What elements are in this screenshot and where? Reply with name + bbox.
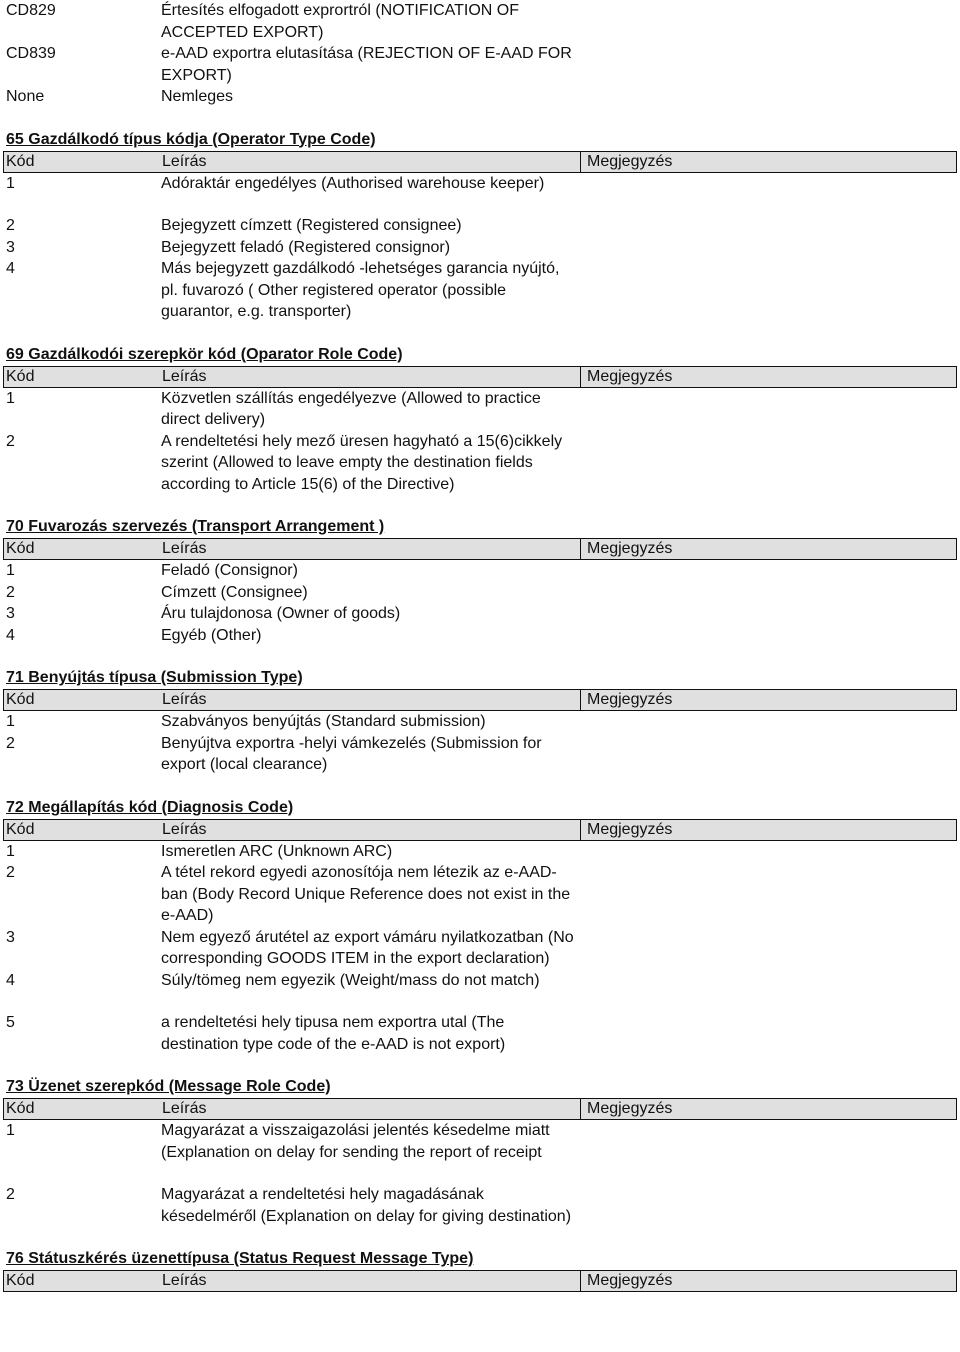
table-row — [0, 215, 960, 237]
table-row — [0, 1120, 960, 1163]
table-row — [0, 582, 960, 604]
section-title: 71 Benyújtás típusa (Submission Type) — [6, 669, 303, 686]
section-title: 72 Megállapítás kód (Diagnosis Code) — [6, 798, 294, 816]
description-cell: a rendeltetési hely tipusa nem exportra utal (The destination type code of the e-AAD is not export) — [161, 1014, 506, 1053]
code-cell: 3 — [6, 928, 15, 946]
table-row — [0, 841, 960, 863]
description-cell: Közvetlen szállítás engedélyezve (Allowed to practice direct delivery) — [161, 389, 541, 428]
section-title: 70 Fuvarozás szervezés (Transport Arrangement ) — [6, 518, 385, 535]
table-header — [3, 151, 957, 173]
header-code: Kód — [6, 820, 35, 838]
header-note: Megjegyzés — [587, 691, 673, 708]
header-note: Megjegyzés — [587, 152, 673, 170]
table-row — [0, 173, 960, 195]
header-description: Leírás — [156, 690, 581, 710]
table-row — [0, 1184, 960, 1227]
description-cell: Bejegyzett feladó (Registered consignor) — [161, 238, 451, 256]
header-code: Kód — [6, 691, 35, 708]
table-row — [0, 258, 960, 323]
code-cell: 3 — [6, 238, 15, 256]
header-code: Kód — [6, 540, 35, 557]
code-cell: 1 — [6, 842, 15, 860]
description-cell: Más bejegyzett gazdálkodó -lehetséges garancia nyújtó, pl. fuvarozó ( Other registered operator (possible guarantor, e.g. transporter) — [161, 260, 560, 320]
description-cell: Súly/tömeg nem egyezik (Weight/mass do not match) — [161, 971, 540, 989]
section-title: 76 Státuszkérés üzenettípusa (Status Request Message Type) — [6, 1250, 474, 1267]
header-note: Megjegyzés — [587, 540, 673, 557]
table-row — [0, 86, 960, 108]
description-cell: A rendeltetési hely mező üresen hagyható a 15(6)cikkely szerint (Allowed to leave empty the destination fields according to Article 15(6) of the Directive) — [161, 432, 563, 493]
code-cell: CD829 — [6, 2, 56, 19]
description-cell: Adóraktár engedélyes (Authorised warehouse keeper) — [161, 174, 545, 192]
table-row — [0, 927, 960, 970]
header-description: Leírás — [156, 1271, 581, 1291]
table-header — [3, 689, 957, 711]
header-code: Kód — [6, 367, 35, 385]
description-cell: Egyéb (Other) — [161, 626, 262, 644]
code-cell: 2 — [6, 583, 15, 601]
table-row — [0, 862, 960, 927]
table-header — [3, 819, 957, 841]
header-code: Kód — [6, 1272, 35, 1289]
header-note: Megjegyzés — [587, 820, 673, 838]
code-cell: 1 — [6, 1122, 15, 1139]
table-row — [0, 970, 960, 992]
table-row — [0, 431, 960, 496]
header-code: Kód — [6, 1100, 35, 1117]
code-cell: 2 — [6, 1186, 15, 1203]
code-cell: None — [6, 88, 45, 105]
header-note: Megjegyzés — [587, 367, 673, 385]
header-code: Kód — [6, 152, 35, 170]
description-cell: Címzett (Consignee) — [161, 583, 308, 601]
header-description: Leírás — [156, 1099, 581, 1119]
table-header — [3, 1270, 957, 1292]
code-cell: 1 — [6, 562, 15, 579]
code-cell: CD839 — [6, 45, 56, 62]
code-cell: 1 — [6, 174, 15, 192]
section-title: 69 Gazdálkodói szerepkör kód (Oparator Role Code) — [6, 345, 403, 363]
header-note: Megjegyzés — [587, 1100, 673, 1117]
code-cell: 3 — [6, 605, 15, 622]
table-row — [0, 733, 960, 776]
code-cell: 2 — [6, 432, 15, 450]
section-title: 65 Gazdálkodó típus kódja (Operator Type Code) — [6, 130, 376, 148]
table-row — [0, 711, 960, 733]
table-header — [3, 538, 957, 560]
code-cell: 4 — [6, 260, 15, 277]
table-row — [0, 603, 960, 625]
header-description: Leírás — [156, 152, 581, 172]
code-cell: 1 — [6, 713, 15, 730]
table-row — [0, 560, 960, 582]
table-header — [3, 366, 957, 388]
description-cell: Bejegyzett címzett (Registered consignee) — [161, 217, 462, 234]
table-row — [0, 1012, 960, 1055]
description-cell: Benyújtva exportra -helyi vámkezelés (Submission for export (local clearance) — [161, 734, 542, 773]
header-description: Leírás — [156, 820, 581, 840]
code-cell: 2 — [6, 864, 15, 881]
header-description: Leírás — [156, 367, 581, 387]
table-header — [3, 1098, 957, 1120]
description-cell: Feladó (Consignor) — [161, 562, 298, 579]
table-row — [0, 237, 960, 259]
description-cell: Magyarázat a rendeltetési hely magadásának késedelméről (Explanation on delay for giving destination) — [161, 1186, 572, 1225]
description-cell: Áru tulajdonosa (Owner of goods) — [161, 605, 401, 622]
table-row — [0, 625, 960, 647]
code-cell: 1 — [6, 389, 15, 407]
code-cell: 5 — [6, 1014, 15, 1031]
table-row — [0, 388, 960, 431]
description-cell: Ismeretlen ARC (Unknown ARC) — [161, 842, 393, 860]
description-cell: Nemleges — [161, 88, 234, 105]
description-cell: A tétel rekord egyedi azonosítója nem létezik az e-AAD-ban (Body Record Unique Reference does not exist in the e-AAD) — [161, 864, 571, 924]
code-cell: 2 — [6, 734, 15, 752]
table-row — [0, 0, 960, 43]
description-cell: Magyarázat a visszaigazolási jelentés késedelme miatt (Explanation on delay for sending the report of receipt — [161, 1122, 550, 1161]
description-cell: e-AAD exportra elutasítása (REJECTION OF E-AAD FOR EXPORT) — [161, 45, 572, 84]
description-cell: Szabványos benyújtás (Standard submission) — [161, 713, 486, 730]
description-cell: Nem egyező árutétel az export vámáru nyilatkozatban (No corresponding GOODS ITEM in the export declaration) — [161, 928, 574, 967]
code-cell: 4 — [6, 971, 15, 989]
code-cell: 2 — [6, 217, 15, 234]
code-cell: 4 — [6, 626, 15, 644]
table-row — [0, 43, 960, 86]
description-cell: Értesítés elfogadott exprortról (NOTIFICATION OF ACCEPTED EXPORT) — [161, 2, 520, 41]
header-description: Leírás — [156, 539, 581, 559]
section-title: 73 Üzenet szerepkód (Message Role Code) — [6, 1078, 331, 1095]
header-note: Megjegyzés — [587, 1272, 673, 1289]
